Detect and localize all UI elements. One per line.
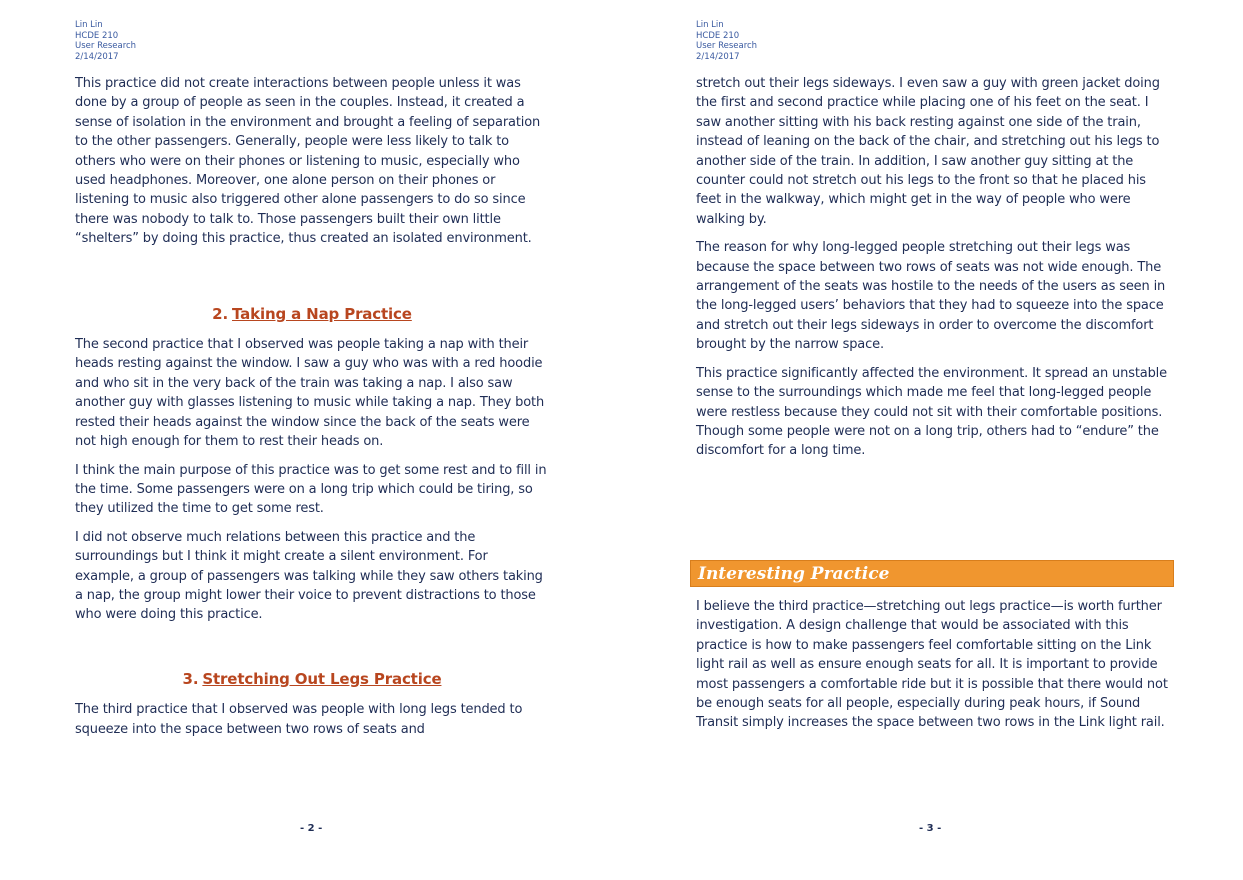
body-paragraph: I believe the third practice—stretching out legs practice—is worth further investigation. A design challenge that would be associated with this practice is how to make passengers feel comfortable sitting on the Link light rail as well as ensure enough seats for all. It is important to provide most passengers a comfortable ride but it is possible that there would not be enough seats for all people, especially during peak hours, if Sound Transit simply increases the space between two rows in the Link light rail. xyxy=(696,599,1168,731)
header-date: 2/14/2017 xyxy=(696,51,740,62)
body-paragraph: The reason for why long-legged people stretching out their legs was because the space between two rows of seats was not wide enough. The arrangement of the seats was hostile to the needs of the users as seen in the long-legged users’ behaviors that they had to squeeze into the space and stretch out their legs sideways in order to overcome the discomfort brought by the narrow space. xyxy=(696,240,1166,353)
banner-title: Interesting Practice xyxy=(698,564,890,584)
page-header xyxy=(75,20,136,62)
header-course: HCDE 210 xyxy=(75,30,119,41)
body-paragraph: stretch out their legs sideways. I even saw a guy with green jacket doing the first and second practice while placing one of his feet on the seat. I saw another sitting with his back resting against one side of the train, instead of leaning on the back of the chair, and stretching out his legs to another side of the train. In addition, I saw another guy sitting at the counter could not stretch out his legs to the front so that he placed his feet in the walkway, which might get in the way of people who were walking by. xyxy=(696,76,1160,227)
header-author: Lin Lin xyxy=(696,20,724,30)
section-number: 3. xyxy=(182,669,199,688)
page-header xyxy=(696,20,757,62)
page-body xyxy=(75,74,549,739)
page-body xyxy=(696,74,1170,461)
section-number: 2. xyxy=(212,304,229,323)
header-author: Lin Lin xyxy=(75,20,103,30)
document-page-3 xyxy=(623,0,1243,880)
header-date: 2/14/2017 xyxy=(75,51,119,62)
body-paragraph: I think the main purpose of this practice was to get some rest and to fill in the time. Some passengers were on a long trip which could be tiring, so they utilized the time to get some rest. xyxy=(75,462,547,517)
section-title: Stretching Out Legs Practice xyxy=(202,669,442,688)
section-heading-nap xyxy=(75,305,549,324)
header-project: User Research xyxy=(75,41,137,51)
section-title: Taking a Nap Practice xyxy=(232,304,412,323)
body-paragraph: The second practice that I observed was people taking a nap with their heads resting against the window. I saw a guy who was with a red hoodie and who sit in the very back of the train was taking a nap. I also saw another guy with glasses listening to music while taking a nap. They both rested their heads against the window since the back of the seats were not high enough for them to rest their heads on. xyxy=(75,337,545,450)
page-number: - 3 - xyxy=(919,823,942,834)
body-paragraph: This practice significantly affected the environment. It spread an unstable sense to the surroundings which made me feel that long-legged people were restless because they could not sit with their comfortable positions. Though some people were not on a long trip, others had to “endure” the discomfort for a long time. xyxy=(696,365,1167,459)
body-paragraph: This practice did not create interactions between people unless it was done by a group of people as seen in the couples. Instead, it created a sense of isolation in the environment and brought a feeling of separation to the other passengers. Generally, people were less likely to talk to others who were on their phones or listening to music, especially who used headphones. Moreover, one alone person on their phones or listening to music also triggered other alone passengers to do so since there was nobody to talk to. Those passengers built their own little “shelters” by doing this practice, thus created an isolated environment. xyxy=(75,76,541,247)
section-heading-legs xyxy=(75,670,549,689)
header-project: User Research xyxy=(696,41,758,51)
header-course: HCDE 210 xyxy=(696,30,740,41)
callout-body xyxy=(696,597,1170,733)
body-paragraph: I did not observe much relations between this practice and the surroundings but I think it might create a silent environment. For example, a group of passengers was talking while they saw others taking a nap, the group might lower their voice to prevent distractions to those who were doing this practice. xyxy=(75,529,543,623)
page-number: - 2 - xyxy=(300,823,323,834)
body-paragraph: The third practice that I observed was people with long legs tended to squeeze into the space between two rows of seats and xyxy=(75,702,523,737)
interesting-practice-banner xyxy=(690,560,1174,587)
